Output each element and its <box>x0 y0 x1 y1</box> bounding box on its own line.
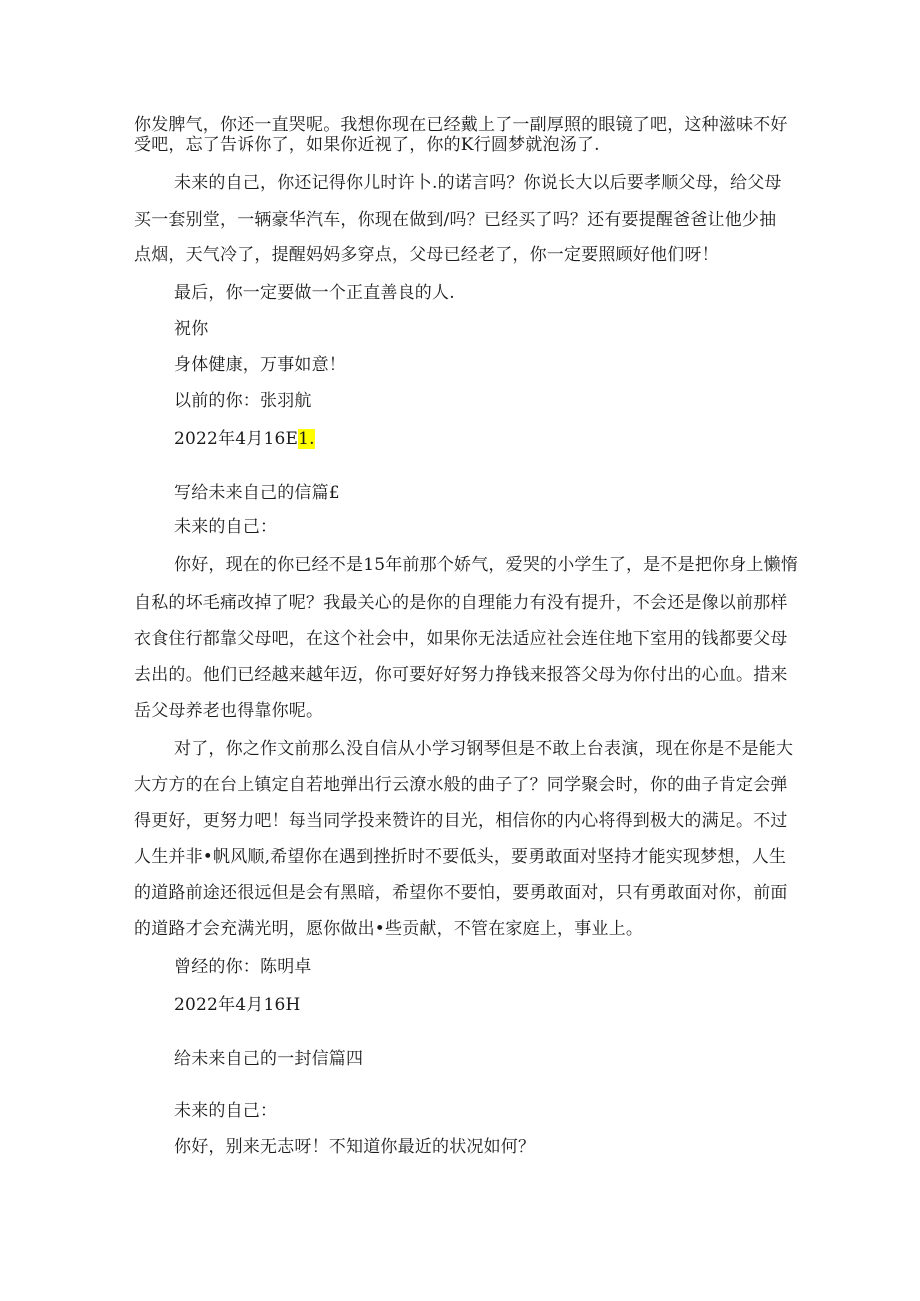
wish-line: 祝你 <box>174 319 209 339</box>
text-line: 受吧，忘了告诉你了，如果你近视了，你的K行圆梦就泡汤了. <box>134 135 600 155</box>
text-line: 你好，现在的你已经不是15年前那个娇气，爱哭的小学生了，是不是把你身上懒惰 <box>174 555 799 575</box>
text-line: 得更好，更努力吧！每当同学投来赞许的目光，相信你的内心将得到极大的满足。不过 <box>134 811 788 831</box>
letter-title: 给未来自己的一封信篇四 <box>174 1049 364 1069</box>
text-line: 你好，别来无志呀！不知道你最近的状况如何？ <box>174 1137 536 1157</box>
text-line: 的道路才会充满光明，愿你做出•些贡献，不管在家庭上，事业上。 <box>134 919 644 939</box>
signature: 曾经的你：陈明卓 <box>174 957 312 977</box>
text-line: 买一套别堂，一辆豪华汽车，你现在做到/吗？已经买了吗？还有要提醒爸爸让他少抽 <box>134 210 777 230</box>
text-line: 对了，你之作文前那么没自信从小学习钢琴但是不敢上台表演，现在你是不是能大 <box>174 739 794 759</box>
highlighted-text: 1. <box>298 429 315 449</box>
text-line: 人生并非•帆风顺,希望你在遇到挫折时不要低头，要勇敢面对坚持才能实现梦想，人生 <box>134 847 787 867</box>
text-line: 未来的自己，你还记得你儿时许卜.的诺言吗？你说长大以后要孝顺父母，给父母 <box>174 173 782 193</box>
closing-line: 最后，你一定要做一个正直善良的人. <box>174 283 455 303</box>
wish-content: 身体健康，万事如意！ <box>174 355 346 375</box>
text-line: 去出的。他们已经越来越年迈，你可要好好努力挣钱来报答父母为你付出的心血。措来 <box>134 665 788 685</box>
letter-title: 写给未来自己的信篇£ <box>174 483 340 503</box>
text-line: 的道路前途还很远但是会有黑暗，希望你不要怕，要勇敢面对，只有勇敢面对你，前面 <box>134 883 788 903</box>
date-text: 2022年4月16E <box>174 429 299 449</box>
text-line: 点烟，天气冷了，提醒妈妈多穿点，父母已经老了，你一定要照顾好他们呀！ <box>134 245 719 265</box>
letter-date: 2022年4月16H <box>174 995 301 1015</box>
signature: 以前的你：张羽航 <box>174 391 312 411</box>
text-line: 你发脾气，你还一直哭呢。我想你现在已经戴上了一副厚照的眼镜了吧，这种滋味不好 <box>134 115 788 135</box>
text-line: 衣食住行都靠父母吧，在这个社会中，如果你无法适应社会连住地下室用的钱都要父母 <box>134 629 788 649</box>
salutation: 未来的自己： <box>174 1101 278 1121</box>
letter-date <box>174 428 824 450</box>
text-line: 大方方的在台上镇定自若地弹出行云潦水般的曲子了？同学聚会时，你的曲子肯定会弹 <box>134 775 788 795</box>
text-line: 岳父母养老也得靠你呢。 <box>134 701 324 721</box>
salutation: 未来的自己： <box>174 517 278 537</box>
text-line: 自私的坏毛痛改掉了呢？我最关心的是你的自理能力有没有提升，不会还是像以前那样 <box>134 593 788 613</box>
